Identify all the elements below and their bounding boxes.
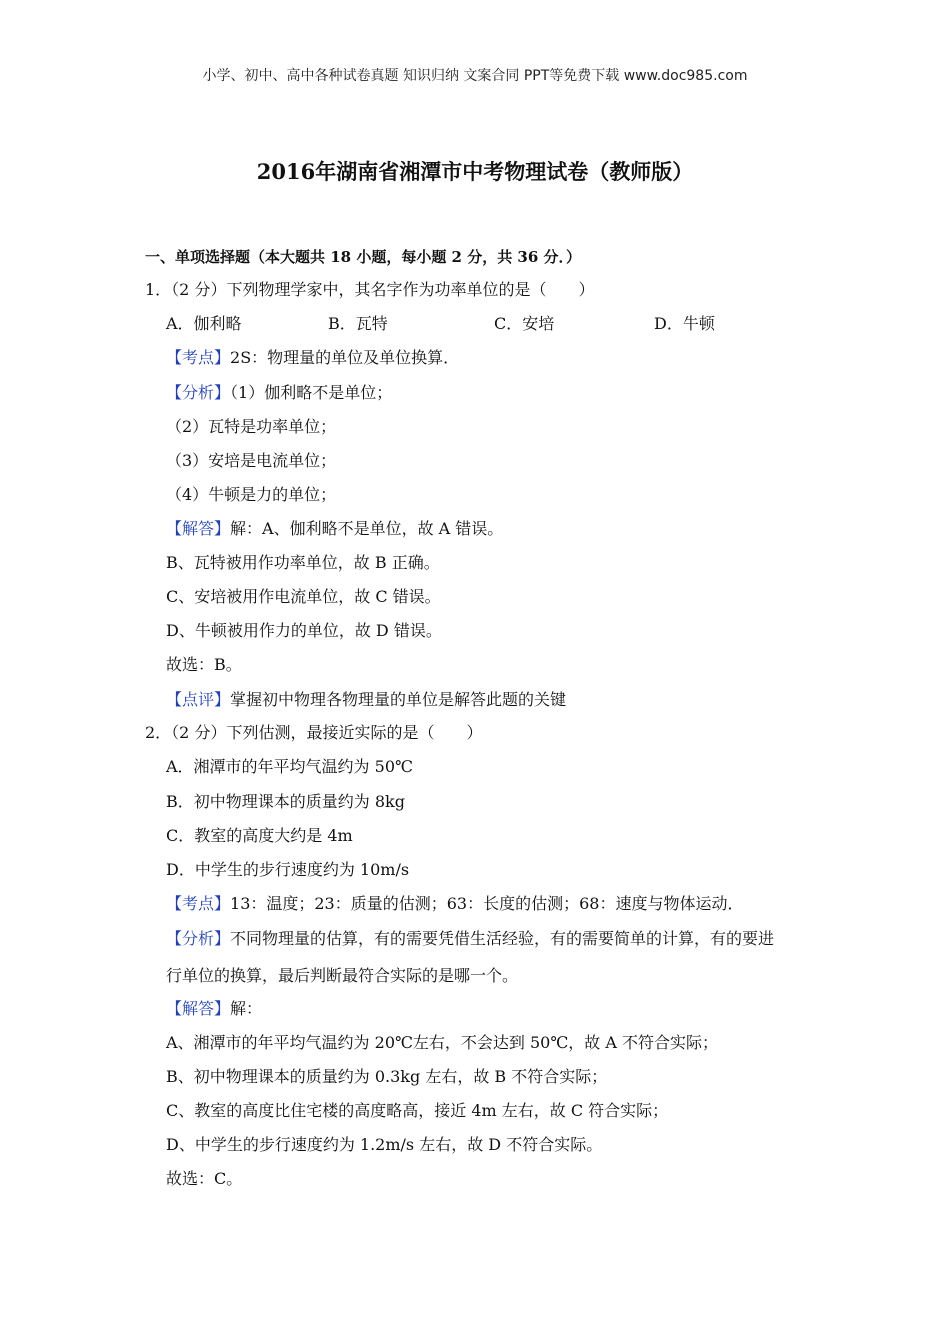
- jieda-text: 解：: [230, 999, 263, 1018]
- q2-answer: 故选：C。: [166, 1169, 243, 1188]
- q2-jieda-line: B、初中物理课本的质量约为 0.3kg 左右，故 B 不符合实际；: [166, 1067, 608, 1086]
- q1-kaodian: [166, 348, 459, 368]
- q1-answer: 故选：B。: [166, 655, 242, 674]
- page-title: 2016年湖南省湘潭市中考物理试卷（教师版）: [256, 159, 694, 184]
- q1-fenxi: [166, 383, 392, 403]
- page-header: 小学、初中、高中各种试卷真题 知识归纳 文案合同 PPT等免费下载 www.doc985.com: [202, 68, 748, 84]
- dianping-text: 掌握初中物理各物理量的单位是解答此题的关键: [230, 690, 567, 709]
- dianping-tag: 【点评】: [166, 690, 231, 709]
- jieda-tag: 【解答】: [166, 519, 231, 538]
- q2-fenxi: [166, 929, 774, 949]
- q1-jieda-line: D、牛顿被用作力的单位，故 D 错误。: [166, 621, 442, 640]
- kaodian-text: 2S：物理量的单位及单位换算．: [230, 348, 460, 367]
- q2-stem: 2．（2 分）下列估测，最接近实际的是（ ）: [145, 723, 483, 742]
- q1-option-b: B．瓦特: [328, 314, 388, 333]
- q1-option-d: D．牛顿: [654, 314, 715, 333]
- q2-kaodian: [166, 894, 743, 914]
- q1-fenxi-line: （4）牛顿是力的单位；: [166, 485, 337, 504]
- q1-fenxi-line: （3）安培是电流单位；: [166, 451, 337, 470]
- q2-option-a: A．湘潭市的年平均气温约为 50℃: [166, 757, 413, 776]
- q1-fenxi-line: （2）瓦特是功率单位；: [166, 417, 337, 436]
- q1-option-a: A．伽利略: [166, 314, 242, 333]
- q1-option-c: C．安培: [494, 314, 555, 333]
- q1-jieda: [166, 519, 503, 539]
- q2-jieda: [166, 999, 262, 1019]
- q1-jieda-line: B、瓦特被用作功率单位，故 B 正确。: [166, 553, 440, 572]
- q2-fenxi-line: 行单位的换算，最后判断最符合实际的是哪一个。: [166, 966, 519, 985]
- fenxi-tag: 【分析】: [166, 383, 231, 402]
- q2-option-b: B．初中物理课本的质量约为 8kg: [166, 792, 405, 811]
- q1-dianping: [166, 690, 566, 710]
- section-heading: 一、单项选择题（本大题共 18 小题，每小题 2 分，共 36 分．）: [145, 248, 582, 266]
- fenxi-text: （1）伽利略不是单位；: [230, 383, 393, 402]
- q2-jieda-line: A、湘潭市的年平均气温约为 20℃左右，不会达到 50℃，故 A 不符合实际；: [166, 1033, 718, 1052]
- q2-option-d: D．中学生的步行速度约为 10m/s: [166, 860, 410, 879]
- kaodian-tag: 【考点】: [166, 348, 231, 367]
- kaodian-text: 13：温度；23：质量的估测；63：长度的估测；68：速度与物体运动．: [230, 894, 744, 913]
- q1-jieda-line: C、安培被用作电流单位，故 C 错误。: [166, 587, 441, 606]
- jieda-text: 解：A、伽利略不是单位，故 A 错误。: [230, 519, 504, 538]
- q2-option-c: C．教室的高度大约是 4m: [166, 826, 353, 845]
- fenxi-text: 不同物理量的估算，有的需要凭借生活经验，有的需要简单的计算，有的要进: [230, 929, 775, 948]
- fenxi-tag: 【分析】: [166, 929, 231, 948]
- kaodian-tag: 【考点】: [166, 894, 231, 913]
- q1-stem: 1．（2 分）下列物理学家中，其名字作为功率单位的是（ ）: [145, 280, 595, 299]
- q2-jieda-line: C、教室的高度比住宅楼的高度略高，接近 4m 左右，故 C 符合实际；: [166, 1101, 669, 1120]
- jieda-tag: 【解答】: [166, 999, 231, 1018]
- q2-jieda-line: D、中学生的步行速度约为 1.2m/s 左右，故 D 不符合实际。: [166, 1135, 603, 1154]
